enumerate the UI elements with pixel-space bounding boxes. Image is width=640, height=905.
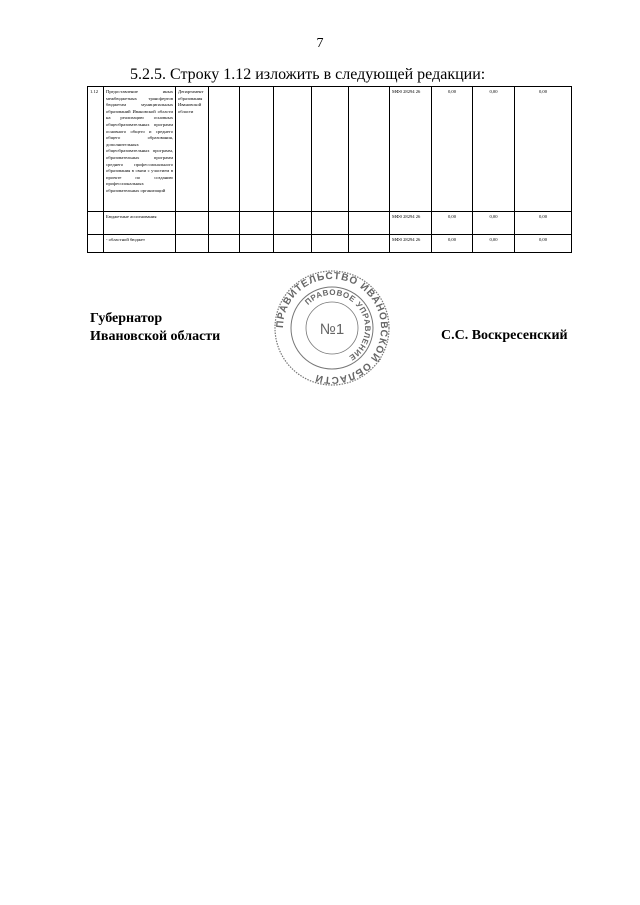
row-description: Бюджетные ассигнования bbox=[104, 212, 176, 235]
seal-center-text: №1 bbox=[319, 321, 345, 338]
row-executor bbox=[176, 235, 209, 253]
signatory-title bbox=[90, 310, 220, 346]
row-number bbox=[88, 212, 104, 235]
empty-cell bbox=[274, 212, 312, 235]
row-description: Предоставление иных межбюджетных трансфертов бюджетам муниципальных образований Ивановской области на реализацию основных общеобразовательных программ основного общего и среднего общего образования, дополнительных общеобразовательных программ, образовательных программ среднего профессионального образования в связи с участием в проекте по созданию профессиональных образовательных организаций bbox=[104, 87, 176, 212]
row-number: 1.12 bbox=[88, 87, 104, 212]
empty-cell bbox=[274, 87, 312, 212]
table-row bbox=[88, 212, 572, 235]
row-value-1: 0,00 bbox=[432, 87, 473, 212]
row-number bbox=[88, 235, 104, 253]
empty-cell bbox=[349, 87, 390, 212]
seal-outer-text: ПРАВИТЕЛЬСТВО ИВАНОВСКОЙ ОБЛАСТИ bbox=[274, 270, 390, 386]
empty-cell bbox=[312, 235, 349, 253]
empty-cell bbox=[240, 212, 274, 235]
row-value-3: 0,00 bbox=[515, 212, 572, 235]
row-value-1: 0,00 bbox=[432, 212, 473, 235]
signatory-title-line1: Губернатор bbox=[90, 311, 163, 326]
row-value-3: 0,00 bbox=[515, 235, 572, 253]
row-code: МФ0 28294 26 bbox=[390, 87, 432, 212]
seal-inner-text: ПРАВОВОЕ УПРАВЛЕНИЕ bbox=[303, 287, 373, 363]
empty-cell bbox=[349, 212, 390, 235]
row-value-1: 0,00 bbox=[432, 235, 473, 253]
amendment-heading: 5.2.5. Строку 1.12 изложить в следующей редакции: bbox=[130, 66, 486, 83]
empty-cell bbox=[312, 87, 349, 212]
empty-cell bbox=[209, 235, 240, 253]
empty-cell bbox=[240, 235, 274, 253]
table-row bbox=[88, 87, 572, 212]
row-value-2: 0,00 bbox=[473, 212, 515, 235]
table-row bbox=[88, 235, 572, 253]
row-code: МФ0 28294 26 bbox=[390, 212, 432, 235]
row-value-2: 0,00 bbox=[473, 235, 515, 253]
signatory-name: С.С. Воскресенский bbox=[441, 328, 568, 343]
empty-cell bbox=[312, 212, 349, 235]
signatory-title-line2: Ивановской области bbox=[90, 329, 221, 344]
official-seal bbox=[268, 270, 396, 386]
row-executor bbox=[176, 212, 209, 235]
row-code: МФ0 28294 26 bbox=[390, 235, 432, 253]
row-value-3: 0,00 bbox=[515, 87, 572, 212]
empty-cell bbox=[274, 235, 312, 253]
row-description: - областной бюджет bbox=[104, 235, 176, 253]
row-executor: Департамент образования Ивановской области bbox=[176, 87, 209, 212]
page-number: 7 bbox=[316, 36, 324, 51]
row-value-2: 0,00 bbox=[473, 87, 515, 212]
empty-cell bbox=[240, 87, 274, 212]
empty-cell bbox=[209, 87, 240, 212]
amendment-table bbox=[87, 86, 572, 253]
empty-cell bbox=[349, 235, 390, 253]
empty-cell bbox=[209, 212, 240, 235]
